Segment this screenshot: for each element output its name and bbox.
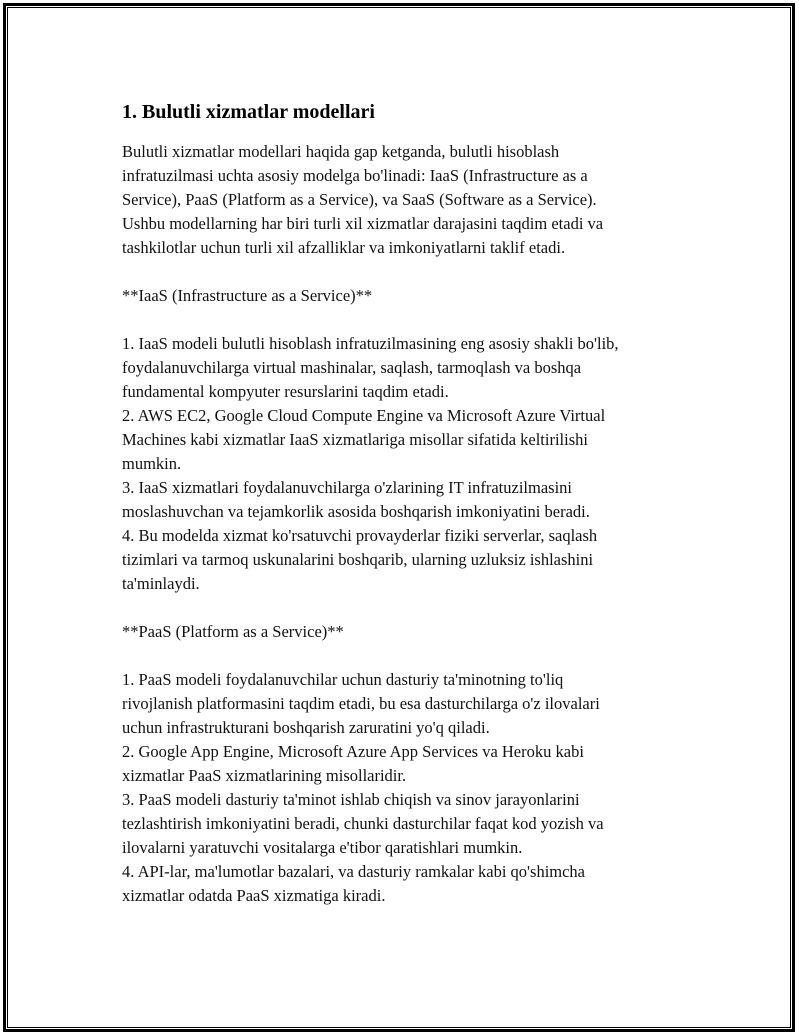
list-item: tizimlari va tarmoq uskunalarini boshqarib, ularning uzluksiz ishlashini [122,550,594,569]
blank-line [122,644,692,668]
list-item: 1. PaaS modeli foydalanuvchilar uchun dasturiy ta'minotning to'liq [122,670,564,689]
intro-paragraph [122,140,692,260]
list-item: tezlashtirish imkoniyatini beradi, chunki dasturchilar faqat kod yozish va [122,814,604,833]
list-item: 1. IaaS modeli bulutli hisoblash infratuzilmasining eng asosiy shakli bo'lib, [122,334,619,353]
section-heading: 1. Bulutli xizmatlar modellari [122,101,375,123]
list-item: 4. Bu modelda xizmat ko'rsatuvchi provayderlar fiziki serverlar, saqlash [122,526,598,545]
blank-line [122,260,692,284]
list-item: xizmatlar PaaS xizmatlarining misollaridir. [122,766,407,785]
text-line: Service), PaaS (Platform as a Service), va SaaS (Software as a Service). [122,190,597,209]
text-line: Ushbu modellarning har biri turli xil xizmatlar darajasini taqdim etadi va [122,214,604,233]
list-item: Machines kabi xizmatlar IaaS xizmatlariga misollar sifatida keltirilishi [122,430,588,449]
list-item: 4. API-lar, ma'lumotlar bazalari, va dasturiy ramkalar kabi qo'shimcha [122,862,586,881]
iaas-list [122,332,692,596]
list-item: uchun infrastrukturani boshqarish zaruratini yo'q qiladi. [122,718,490,737]
list-item: mumkin. [122,454,182,473]
list-item: moslashuvchan va tejamkorlik asosida boshqarish imkoniyatini beradi. [122,502,590,521]
list-item: rivojlanish platformasini taqdim etadi, bu esa dasturchilarga o'z ilovalari [122,694,600,713]
list-item: xizmatlar odatda PaaS xizmatiga kiradi. [122,886,386,905]
list-item: 2. AWS EC2, Google Cloud Compute Engine va Microsoft Azure Virtual [122,406,606,425]
list-item: ilovalarni yaratuvchi vositalarga e'tibor qaratishlari mumkin. [122,838,523,857]
iaas-title: **IaaS (Infrastructure as a Service)** [122,286,373,305]
list-item: fundamental kompyuter resurslarini taqdim etadi. [122,382,449,401]
document-body [122,100,692,908]
list-item: foydalanuvchilarga virtual mashinalar, saqlash, tarmoqlash va boshqa [122,358,582,377]
text-line: tashkilotlar uchun turli xil afzalliklar va imkoniyatlarni taklif etadi. [122,238,566,257]
paas-title: **PaaS (Platform as a Service)** [122,622,344,641]
blank-line [122,596,692,620]
text-line: Bulutli xizmatlar modellari haqida gap ketganda, bulutli hisoblash [122,142,560,161]
list-item: 2. Google App Engine, Microsoft Azure App Services va Heroku kabi [122,742,584,761]
blank-line [122,308,692,332]
list-item: 3. IaaS xizmatlari foydalanuvchilarga o'zlarining IT infratuzilmasini [122,478,573,497]
text-line: infratuzilmasi uchta asosiy modelga bo'linadi: IaaS (Infrastructure as a [122,166,588,185]
list-item: 3. PaaS modeli dasturiy ta'minot ishlab chiqish va sinov jarayonlarini [122,790,580,809]
list-item: ta'minlaydi. [122,574,200,593]
page-frame [3,3,795,1032]
paas-list [122,668,692,908]
